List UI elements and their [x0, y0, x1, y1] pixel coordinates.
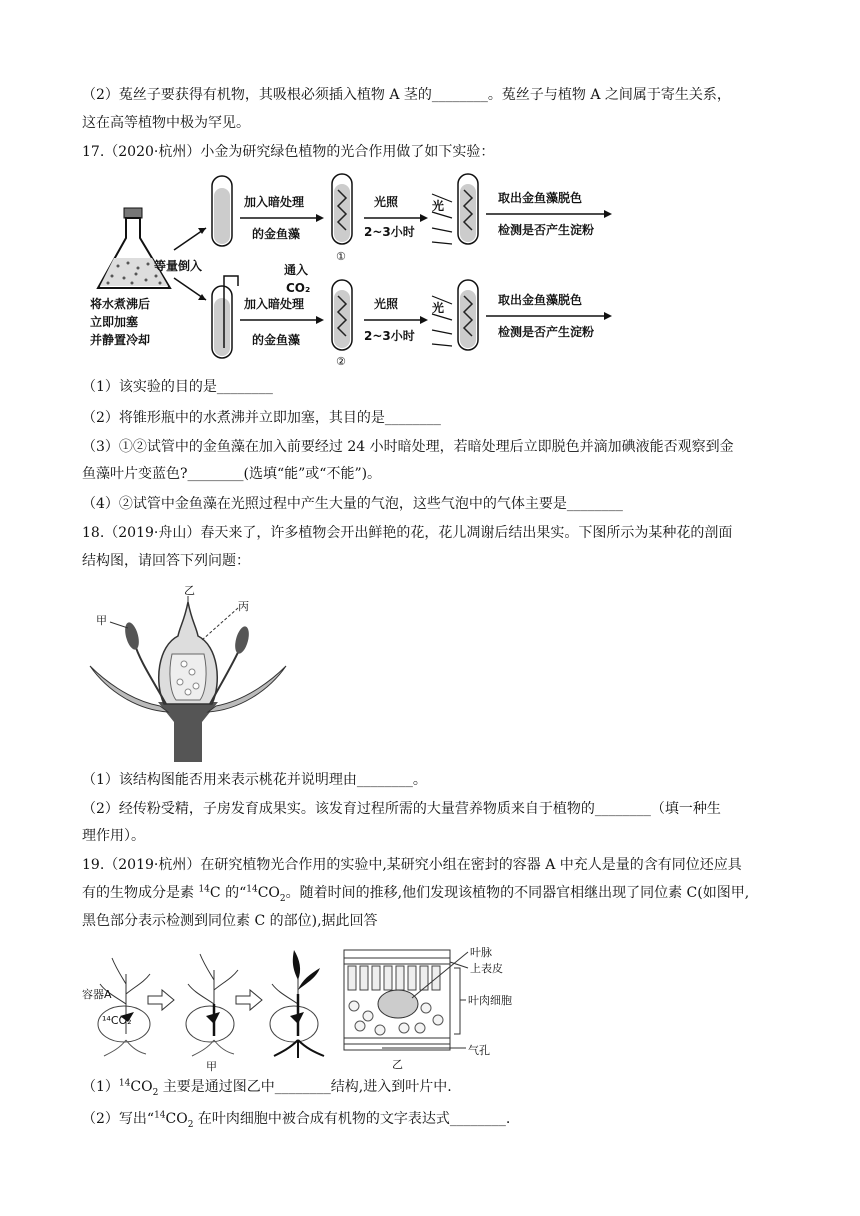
flower-label-yi: 乙 — [184, 584, 195, 597]
leaf-cross-section — [344, 950, 450, 1050]
q18-p2-line1: （2）经传粉受精，子房发育成果实。该发育过程所需的大量营养物质来自于植物的________（填一种生 — [82, 801, 721, 817]
arrow-icon — [236, 990, 262, 1010]
q19-figure — [82, 944, 542, 1072]
q18-header-line1: 18.（2019·舟山）春天来了，许多植物会开出鲜艳的花，花儿凋谢后结出果实。下图所示为某种花的剖面 — [82, 525, 733, 541]
top-light-label: 光照 — [374, 195, 399, 209]
flask-caption-2: 立即加塞 — [90, 315, 139, 329]
tube-1 — [332, 174, 352, 244]
bottom-light-label: 光照 — [374, 297, 399, 311]
co2-label: CO₂ — [286, 281, 311, 295]
tube-1-lit — [458, 174, 478, 244]
stoma-label: 气孔 — [468, 1044, 490, 1057]
bottom-water-tube — [212, 276, 238, 358]
co2-label: ¹⁴CO₂ — [102, 1014, 132, 1027]
top-result-1: 取出金鱼藻脱色 — [498, 191, 583, 205]
tube-2 — [332, 280, 352, 350]
top-water-tube — [212, 176, 232, 246]
q17-p2: （2）将锥形瓶中的水煮沸并立即加塞，其目的是________ — [82, 410, 441, 426]
q17-p1: （1）该实验的目的是________ — [82, 379, 273, 395]
top-light-time: 2~3小时 — [364, 225, 415, 239]
top-result-2: 检测是否产生淀粉 — [498, 223, 595, 237]
bottom-result-1: 取出金鱼藻脱色 — [498, 293, 583, 307]
q17-p3-line1: （3）①②试管中的金鱼藻在加入前要经过 24 小时暗处理，若暗处理后立即脱色并滴加碘液能否观察到金 — [82, 439, 734, 455]
q16-part2-line2: 这在高等植物中极为罕见。 — [82, 115, 250, 131]
flower-label-jia: 甲 — [96, 614, 107, 627]
bottom-light-time: 2~3小时 — [364, 329, 415, 343]
q17-experiment-figure — [88, 168, 628, 368]
bottom-light-word: 光 — [432, 301, 445, 315]
pour-label: 等量倒入 — [154, 259, 203, 273]
plant-stage-2 — [186, 954, 238, 1056]
leaf-vein-label: 叶脉 — [470, 946, 492, 959]
flask-icon — [98, 208, 170, 288]
bottom-add-2: 的金鱼藻 — [252, 333, 301, 347]
bottom-add-1: 加入暗处理 — [244, 297, 305, 311]
flower-section-figure — [88, 582, 288, 762]
q19-header-line3: 黑色部分表示检测到同位素 C 的部位),据此回答 — [82, 913, 378, 929]
flask-caption-1: 将水煮沸后 — [90, 297, 151, 311]
plant-stage-1 — [98, 958, 150, 1056]
q16-part2-line1: （2）菟丝子要获得有机物，其吸根必须插入植物 A 茎的________。菟丝子与植物 A 之间属于寄生关系， — [82, 87, 731, 103]
q19-header-line1: 19.（2019·杭州）在研究植物光合作用的实验中,某研究小组在密封的容器 A 中充人是量的含有同位还应具 — [82, 857, 742, 873]
top-add-1: 加入暗处理 — [244, 195, 305, 209]
q19-header-line2: 有的生物成分是素 $^{14}$C 的“$^{14}CO_2$。随着时间的推移,他们发现该植物的不同器官相继出现了同位素 C(如图甲, — [82, 884, 750, 904]
q17-p4: （4）②试管中金鱼藻在光照过程中产生大量的气泡，这些气泡中的气体主要是________ — [82, 496, 623, 512]
caption-yi: 乙 — [392, 1058, 403, 1071]
tube-2-lit — [458, 280, 478, 350]
q17-p3-line2: 鱼藻叶片变蓝色?________(选填“能”或“不能”)。 — [82, 466, 382, 482]
container-label: 容器A — [82, 988, 112, 1001]
q18-p2-line2: 理作用）。 — [82, 828, 145, 844]
q19-p1: $(1)^{14}CO_2$ 主要是通过图乙中________结构,进入到叶片中. — [82, 1078, 452, 1098]
tube-2-label: ② — [336, 355, 346, 368]
q17-header: 17.（2020·杭州）小金为研究绿色植物的光合作用做了如下实验： — [82, 144, 495, 160]
flask-caption-3: 并静置冷却 — [90, 333, 151, 347]
co2-in: 通入 — [284, 263, 309, 277]
bottom-result-2: 检测是否产生淀粉 — [498, 325, 595, 339]
mesophyll-label: 叶肉细胞 — [468, 994, 512, 1007]
q18-header-line2: 结构图，请回答下列问题： — [82, 553, 250, 569]
arrow-icon — [148, 990, 174, 1010]
plant-stage-3 — [270, 950, 324, 1058]
q19-p2: （2）写出“$^{14}CO_2$ 在叶肉细胞中被合成有机物的文字表达式________. — [82, 1110, 511, 1130]
q18-p1: （1）该结构图能否用来表示桃花并说明理由________。 — [82, 772, 427, 788]
top-light-word: 光 — [432, 199, 445, 213]
upper-epidermis-label: 上表皮 — [470, 962, 503, 975]
tube-1-label: ① — [336, 250, 346, 263]
top-add-2: 的金鱼藻 — [252, 227, 301, 241]
caption-jia: 甲 — [206, 1060, 217, 1072]
flower-label-bing: 丙 — [238, 600, 249, 613]
